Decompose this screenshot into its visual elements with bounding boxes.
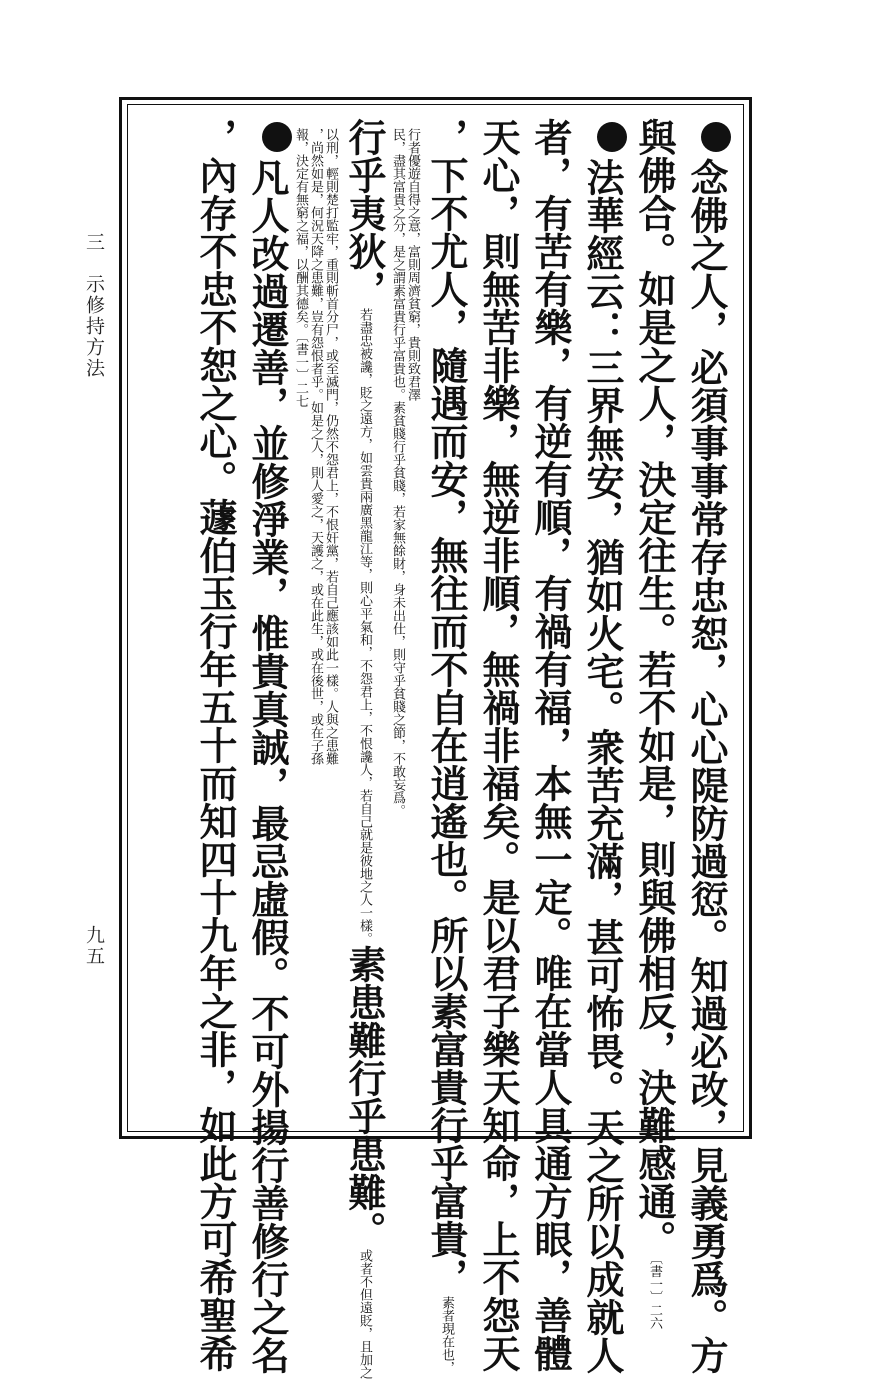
text-column — [524, 118, 576, 1372]
bullet-icon — [701, 122, 731, 152]
page-number: 九五 — [83, 925, 105, 967]
inline-annotation: 素者現在也， — [439, 1296, 454, 1374]
text-column — [420, 118, 472, 1374]
text-column — [628, 118, 680, 1330]
inline-annotation: 若盡忠被讒，貶之遠方，如雲貴兩廣黑龍江等，則心平氣和，不怨君上，不恨讒人，若自己就是彼地之人一樣。 — [357, 308, 372, 945]
vertical-text-body — [140, 118, 732, 1379]
column-text-tail: 素患難行乎患難。 — [342, 945, 387, 1249]
annotation-text: 民，盡其富貴之分，是之謂素富貴行乎富貴也。素貧賤行乎貧賤，若家無餘財，身未出仕，則守乎貧賤之節，不敢妄爲。 — [390, 128, 405, 817]
annotation-column — [293, 118, 308, 1136]
chapter-label: 三 示修持方法 — [83, 232, 105, 379]
annotation-column — [308, 118, 323, 1136]
column-text: 凡人改過遷善，並修淨業，惟貴真誠，最忌虛假。不可外揚行善修行之名 — [245, 158, 290, 1374]
annotation-text: ，尚然如是，何況天降之患難，豈有怨恨者乎。如是之人，則人愛之，天護之，或在此生，或在後世，或在子孫 — [308, 128, 323, 765]
bullet-icon — [262, 122, 292, 152]
text-column — [338, 118, 390, 1379]
column-text: 與佛合。如是之人，決定往生。若不如是，則與佛相反，決難感通。 — [632, 118, 677, 1258]
column-text: 行乎夷狄， — [342, 118, 387, 308]
text-column — [472, 118, 524, 1372]
annotation-text: 報，決定有無窮之福，以酬其德矣。 — [293, 128, 308, 336]
annotation-column — [323, 118, 338, 1136]
column-text: ，下不尤人，隨遇而安，無往而不自在逍遙也。所以素富貴行乎富貴， — [424, 118, 469, 1296]
text-column — [189, 118, 241, 1372]
bullet-icon — [597, 122, 627, 152]
inline-annotation: 或者不但遠貶，且加之 — [357, 1249, 372, 1379]
column-text: 法華經云：三界無安，猶如火宅。衆苦充滿，甚可怖畏。天之所以成就人 — [580, 158, 625, 1374]
annotation-column — [390, 118, 405, 1136]
column-text: ，內存不忠不恕之心。蘧伯玉行年五十而知四十九年之非，如此方可希聖希 — [193, 118, 238, 1372]
column-text: 天心，則無苦非樂，無逆非順，無禍非福矣。是以君子樂天知命，上不怨天 — [476, 118, 521, 1372]
annotation-column — [405, 118, 420, 1136]
source-reference: 〔書一〕二六 — [647, 1258, 662, 1330]
annotation-text: 行者優遊自得之意，富則周濟貧窮，貴則致君澤 — [405, 128, 420, 401]
annotation-text: 以刑，輕則楚打監牢，重則斬首分尸，或至滅門，仍然不怨君上，不恨奸黨，若自己應該如此一樣。人與之患難 — [323, 128, 338, 765]
column-text: 者，有苦有樂，有逆有順，有禍有福，本無一定。唯在當人具通方眼，善體 — [528, 118, 573, 1372]
source-reference: 〔書一〕二七 — [293, 336, 308, 408]
column-text: 念佛之人，必須事事常存忠恕，心心隄防過愆。知過必改，見義勇爲。方 — [684, 158, 729, 1374]
text-column — [576, 118, 628, 1374]
text-column — [680, 118, 732, 1374]
text-column — [241, 118, 293, 1374]
